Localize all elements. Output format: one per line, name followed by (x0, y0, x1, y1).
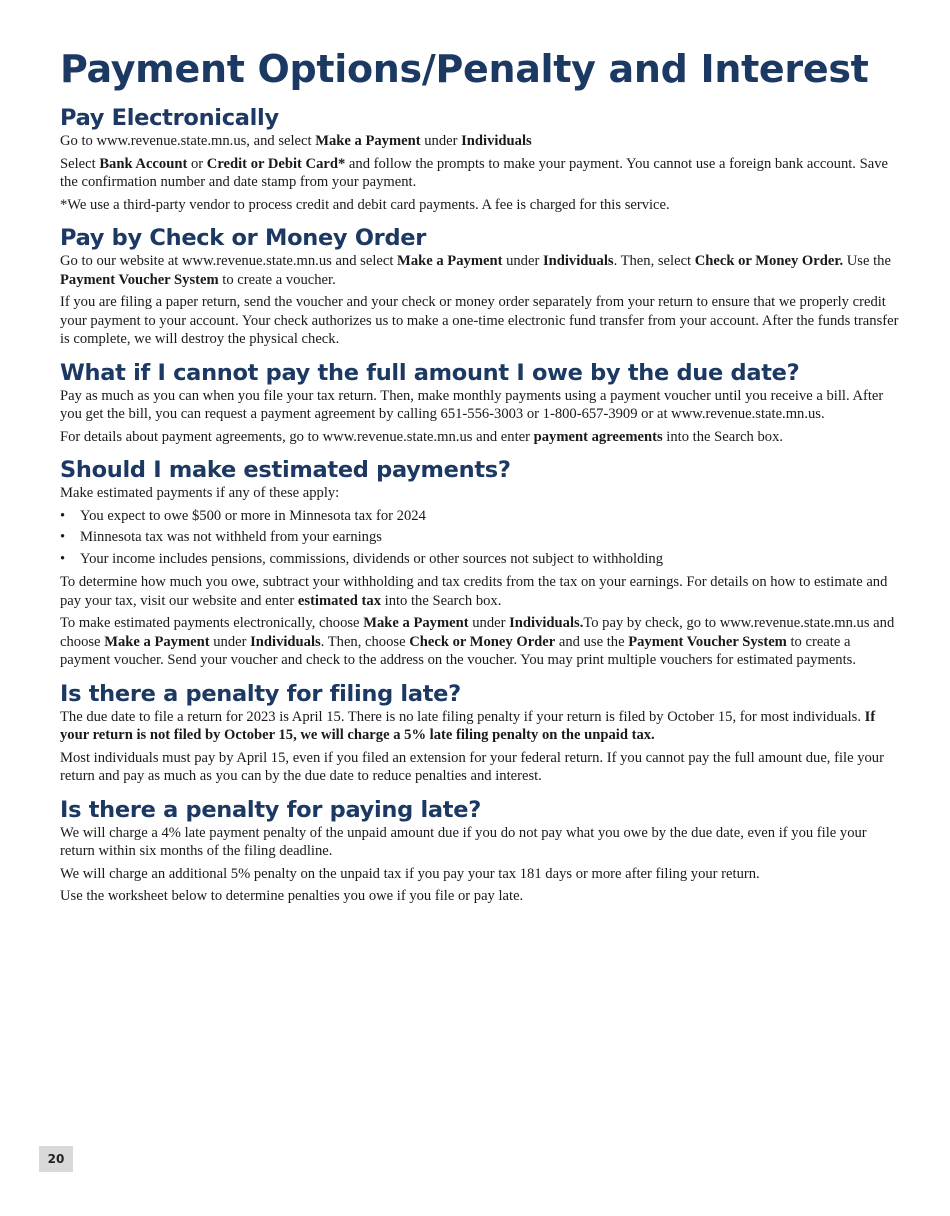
page-title: Payment Options/Penalty and Interest (60, 47, 869, 91)
section-filing-late (60, 680, 902, 786)
section-heading: Is there a penalty for filing late? (60, 680, 461, 707)
section-heading: Pay Electronically (60, 105, 279, 131)
paragraph: Go to our website at www.revenue.state.mn.us and select Make a Payment under Individuals. Then, select Check or Money Order. Use the Payment Voucher System to create a voucher. (60, 253, 891, 288)
paragraph: To determine how much you owe, subtract your withholding and tax credits from the tax on your earnings. For details on how to estimate and pay your tax, visit our website and enter estimated tax into the Search box. (60, 574, 888, 609)
paragraph: To make estimated payments electronically, choose Make a Payment under Individuals.To pay by check, go to www.revenue.state.mn.us and choose Make a Payment under Individuals. Then, choose Check or Money Order and use the Payment Voucher System to create a payment voucher. Send your voucher and check to the address on the voucher. You may print multiple vouchers for estimated payments. (60, 615, 895, 668)
paragraph: The due date to file a return for 2023 is April 15. There is no late filing penalty if your return is filed by October 15, for most individuals. If your return is not filed by October 15, we will charge a 5% late filing penalty on the unpaid tax. (60, 708, 876, 743)
paragraph: We will charge an additional 5% penalty on the unpaid tax if you pay your tax 181 days or more after filing your return. (60, 865, 760, 882)
paragraph: Use the worksheet below to determine penalties you owe if you file or pay late. (60, 888, 524, 904)
section-heading: What if I cannot pay the full amount I owe by the due date? (60, 359, 800, 386)
paragraph: We will charge a 4% late payment penalty of the unpaid amount due if you do not pay what you owe by the due date, even if you file your return within six months of the filing deadline. (60, 824, 867, 859)
list-item: • Your income includes pensions, commissions, dividends or other sources not subject to withholding (60, 550, 664, 567)
section-pay-by-check (60, 224, 902, 349)
bullet-icon: • (60, 507, 66, 524)
section-pay-electronically (60, 104, 902, 214)
paragraph: If you are filing a paper return, send the voucher and your check or money order separately from your return to ensure that we properly credit your payment to your account. Your check authorizes us to make a one-time electronic fund transfer from your account. After the funds transfer is complete, we will destroy the physical check. (60, 294, 899, 347)
list-item: • Minnesota tax was not withheld from your earnings (60, 529, 382, 545)
section-heading: Should I make estimated payments? (60, 457, 511, 483)
bullet-list (60, 507, 902, 569)
footnote: *We use a third-party vendor to process credit and debit card payments. A fee is charged for this service. (60, 196, 670, 213)
bullet-icon: • (60, 529, 66, 545)
list-item: • You expect to owe $500 or more in Minnesota tax for 2024 (60, 507, 426, 524)
bullet-icon: • (60, 550, 66, 567)
section-heading: Pay by Check or Money Order (60, 225, 427, 251)
page-number: 20 (39, 1146, 73, 1172)
paragraph: Pay as much as you can when you file your tax return. Then, make monthly payments using a payment voucher until you receive a bill. After you get the bill, you can request a payment agreement by calling 651-556-3003 or 1-800-657-3909 or at www.revenue.state.mn.us. (60, 387, 884, 422)
page-content (60, 44, 902, 916)
section-estimated-payments (60, 456, 902, 670)
paragraph: Go to www.revenue.state.mn.us, and select Make a Payment under Individuals (60, 133, 532, 149)
paragraph: Most individuals must pay by April 15, even if you filed an extension for your federal return. If you cannot pay the full amount due, file your return and pay as much as you can by the due date to reduce penalties and interest. (60, 749, 884, 784)
paragraph: Make estimated payments if any of these apply: (60, 485, 340, 501)
section-paying-late (60, 796, 902, 906)
section-heading: Is there a penalty for paying late? (60, 796, 481, 823)
section-cannot-pay (60, 359, 902, 447)
paragraph: Select Bank Account or Credit or Debit Card* and follow the prompts to make your payment. You cannot use a foreign bank account. Save the confirmation number and date stamp from your payment. (60, 155, 888, 190)
paragraph: For details about payment agreements, go to www.revenue.state.mn.us and enter payment agreements into the Search box. (60, 428, 784, 445)
